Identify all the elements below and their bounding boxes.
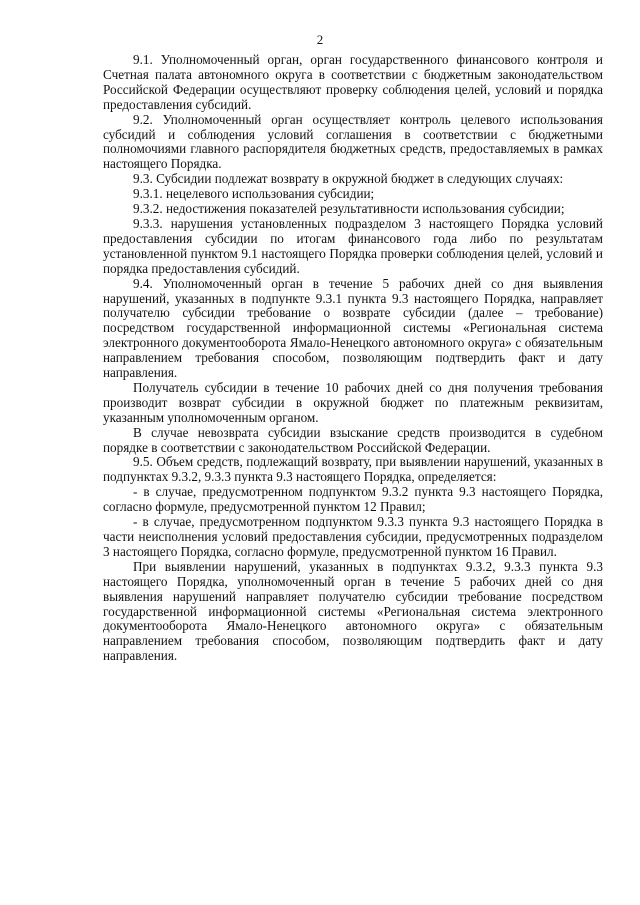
paragraph-9-3-2: 9.3.2. недостижения показателей результативности использования субсидии; [133, 201, 565, 217]
paragraph-9-1: 9.1. Уполномоченный орган, орган государственного финансового контроля и Счетная палата автономного округа в соответствии с бюджетным законодательством Российской Федерации осуществляют проверку соблюдения целей, условий и порядка предоставления субсидий. [103, 52, 603, 112]
paragraph-9-3-1: 9.3.1. нецелевого использования субсидии; [133, 186, 375, 202]
paragraph-9-2: 9.2. Уполномоченный орган осуществляет контроль целевого использования субсидий и соблюдения условий соглашения в соответствии с бюджетными полномочиями главного распорядителя бюджетных средств, предоставляемых в рамках настоящего Порядка. [103, 111, 603, 172]
document-body [103, 53, 603, 664]
list-item-case-9-3-2: - в случае, предусмотренном подпунктом 9.3.2 пункта 9.3 настоящего Порядка, согласно формуле, предусмотренной пунктом 12 Правил; [103, 484, 603, 515]
paragraph-9-5: 9.5. Объем средств, подлежащий возврату, при выявлении нарушений, указанных в подпунктах 9.3.2, 9.3.3 пункта 9.3 настоящего Порядка, определяется: [103, 454, 603, 485]
paragraph-9-3-3: 9.3.3. нарушения установленных подразделом 3 настоящего Порядка условий предоставления субсидии по итогам финансового года либо по результатам установленной пунктом 9.1 настоящего Порядка проверки соблюдения целей, условий и порядка предоставления субсидий. [103, 215, 603, 276]
paragraph-9-4: 9.4. Уполномоченный орган в течение 5 рабочих дней со дня выявления нарушений, указанных в подпункте 9.3.1 пункта 9.3 настоящего Порядка, направляет получателю субсидии требование о возврате субсидии (далее – требование) посредством государственной информационной системы «Региональная система электронного документооборота Ямало-Ненецкого автономного округа» с обязательным направлением требования способом, позволяющим подтвердить факт и дату направления. [103, 275, 603, 381]
paragraph-refund-term: Получатель субсидии в течение 10 рабочих дней со дня получения требования производит возврат субсидии в окружной бюджет по платежным реквизитам, указанным уполномоченным органом. [103, 379, 603, 425]
paragraph-9-3: 9.3. Субсидии подлежат возврату в окружной бюджет в следующих случаях: [133, 171, 564, 187]
list-item-case-9-3-3: - в случае, предусмотренном подпунктом 9.3.3 пункта 9.3 настоящего Порядка в части неисполнения условий предоставления субсидии, предусмотренных подразделом 3 настоящего Порядка, согласно формуле, предусмотренной пунктом 16 Правил. [103, 514, 603, 559]
paragraph-violation-notice: При выявлении нарушений, указанных в подпунктах 9.3.2, 9.3.3 пункта 9.3 настоящего Порядка, уполномоченный орган в течение 5 рабочих дней со дня выявления нарушений направляет получателю субсидии требование посредством государственной информационной системы «Региональная система электронного документооборота Ямало-Ненецкого автономного округа» с обязательным направлением требования способом, позволяющим подтвердить факт и дату направления. [103, 558, 603, 664]
page-number: 2 [316, 32, 324, 47]
paragraph-court-recovery: В случае невозврата субсидии взыскание средств производится в судебном порядке в соответствии с законодательством Российской Федерации. [103, 424, 603, 455]
